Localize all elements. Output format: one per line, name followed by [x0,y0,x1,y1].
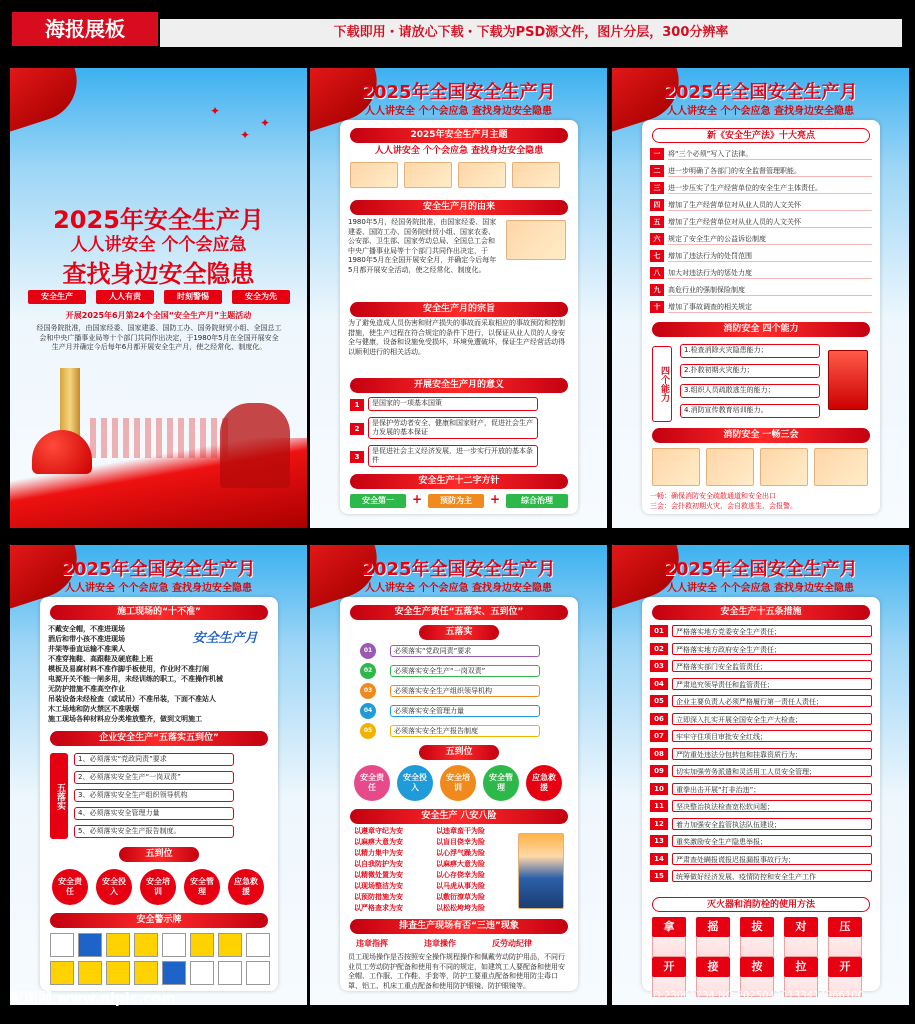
law-text: 将“三个必须”写入了法律。 [668,148,872,160]
violation-item: 违章操作 [424,939,456,948]
step-label: 压 [828,917,862,937]
step-label: 拿 [652,917,686,937]
measure-number: 12 [650,818,668,830]
measure-row [650,748,872,760]
ten-item: 井架等垂直运输不准乘人 [48,645,125,653]
section-ribbon: 排查生产现场有否“三违”现象 [350,919,568,934]
five-item: 2、必须落实安全生产“一岗双责” [74,771,234,784]
content-card [40,597,278,991]
poster-title: 2025年全国安全生产月 [361,559,556,580]
poster-title: 2025年全国安全生产月 [61,559,256,580]
warning-sign-icon [218,933,242,957]
meaning-item: 是国家的一项基本国策 [368,397,538,411]
dao-badge: 安全责任 [354,765,390,801]
prohibition-sign-icon [246,933,270,957]
site-watermark: 昵图网 www.nipic.com [10,991,176,1007]
danger-item: 以心浮气躁为险 [436,849,485,857]
poster-subtitle: 人人讲安全 个个会应急 查找身边安全隐患 [365,583,552,594]
top-bar [0,0,915,56]
law-number: 五 [650,216,664,228]
mandatory-sign-icon [78,933,102,957]
meaning-item: 是促进社会主义经济发展，进一步实行开放的基本条件 [368,445,538,467]
ten-item: 木工场地和防火禁区不准吸烟 [48,705,139,713]
luo-item: 必须落实安全生产组织领导机构 [390,685,540,697]
measure-row [650,678,872,690]
law-number: 七 [650,250,664,262]
measure-row [650,695,872,707]
purpose-text: 为了避免造成人员伤害和财产损失的事故而采取相应的事故预防和控制措施，使生产过程在符合规定的条件下进行，以保证从业人员的人身安全与健康，设备和设施免受损坏，环境免遭破坏，保证生产经营活动得以顺利进行的相关活动。 [348,319,565,356]
section-ribbon: 五到位 [419,745,499,760]
danger-item: 以敷衍潦草为险 [436,893,485,901]
workers-picture [458,162,506,188]
law-row [650,284,872,296]
dao-badge: 安全管理 [184,869,220,905]
law-row [650,301,872,313]
five-item: 5、必须落实安全生产报告制度。 [74,825,234,838]
safe-item: 以自我防护为安 [354,860,403,868]
safe-item: 以现场整洁为安 [354,882,403,890]
meaning-item: 是保护劳动者安全、健康和国家财产，促进社会生产力发展的基本保证 [368,417,538,439]
measure-text: 统筹做好经济发展、疫情防控和安全生产工作 [672,870,872,882]
poster-safety-month[interactable] [310,68,607,528]
dove-icon: ✦ [260,116,271,130]
content-card [340,120,578,514]
law-row [650,199,872,211]
poster-subtitle: 人人讲安全 个个会应急 查找身边安全隐患 [667,583,854,594]
step-label: 对 [784,917,818,937]
violation-item: 反劳动纪律 [492,939,532,948]
policy-chip: 预防为主 [428,494,484,508]
warning-sign-icon [134,961,158,985]
worker-cartoon [518,833,564,909]
section-ribbon: 安全生产十二字方针 [350,474,568,489]
fire-scene-picture [814,448,868,486]
workers-picture [350,162,398,188]
law-number: 九 [650,284,664,296]
warning-sign-icon [134,933,158,957]
measure-row [650,625,872,637]
law-number: 八 [650,267,664,279]
meaning-number: 3 [350,451,364,463]
danger-item: 以马虎从事为险 [436,882,485,890]
prohibition-sign-icon [190,961,214,985]
safe-item: 以精微处置为安 [354,871,403,879]
measure-text: 严肃追究领导责任和监管责任； [672,678,872,690]
poster-subtitle: 人人讲安全 个个会应急 查找身边安全隐患 [365,106,552,117]
poster-subtitle: 人人讲安全 个个会应急 查找身边安全隐患 [667,106,854,117]
safe-item: 以精力集中为安 [354,849,403,857]
poster-measures[interactable] [612,545,909,1005]
law-text: 增加了事故调查的相关规定 [668,301,872,313]
ten-item: 模板及易腐材料不准作脚手板使用，作业时不准打闹 [48,665,209,673]
step-number: 05 [360,723,376,739]
city-skyline [90,418,230,458]
section-ribbon: 五到位 [119,847,199,862]
measure-number: 01 [650,625,668,637]
worker-illustration [506,220,566,260]
poster-title: 2025年全国安全生产月 [663,559,858,580]
cover-chip: 人人有责 [96,290,154,304]
measure-row [650,643,872,655]
measure-row [650,870,872,882]
law-row [650,182,872,194]
measure-number: 07 [650,730,668,742]
measure-row [650,853,872,865]
ten-item: 不戴安全帽，不准进现场 [48,625,125,633]
step-label: 按 [740,957,774,977]
law-number: 二 [650,165,664,177]
safe-item: 以麻痹大意为安 [354,838,403,846]
step-label: 开 [652,957,686,977]
warning-sign-icon [190,933,214,957]
law-text: 加大对违法行为的惩处力度 [668,267,872,279]
law-number: 六 [650,233,664,245]
section-ribbon: 2025年安全生产月主题 [350,128,568,143]
content-card [340,597,578,991]
five-label: 五落实 [50,753,68,839]
ten-item: 施工现场各种材料应分类堆放整齐，做到文明施工 [48,715,202,723]
dao-badge: 安全投入 [96,869,132,905]
cover-line2: 人人讲安全 个个会应急 [70,235,247,255]
danger-item: 以盲目侥幸为险 [436,838,485,846]
law-row [650,216,872,228]
measure-text: 坚决整治执法检查宽松软问题； [672,800,872,812]
workers-silhouette [220,403,290,488]
law-number: 四 [650,199,664,211]
section-ribbon: 安全生产责任“五落实、五到位” [350,605,568,620]
section-ribbon: 灭火器和消防栓的使用方法 [652,897,870,912]
luo-item: 必须落实安全管理力量 [390,705,540,717]
measure-text: 立即深入扎实开展全国安全生产大检查； [672,713,872,725]
measure-number: 03 [650,660,668,672]
law-row [650,267,872,279]
step-number: 02 [360,663,376,679]
warning-sign-icon [50,933,74,957]
meaning-number: 1 [350,399,364,411]
poster-safety-law[interactable] [612,68,909,528]
cover-event: 开展2025年6月第24个全国“安全生产月”主题活动 [65,311,252,320]
law-text: 进一步压实了生产经营单位的安全生产主体责任。 [668,182,872,194]
cover-title: 2025年安全生产月 [53,206,264,234]
section-ribbon: 安全生产 八安八险 [350,809,568,824]
policy-chip: 综合治理 [506,494,568,508]
measure-number: 09 [650,765,668,777]
dao-badge: 安全培训 [440,765,476,801]
law-text: 规定了安全生产的公益诉讼制度 [668,233,872,245]
cover-chip: 安全生产 [28,290,86,304]
measure-text: 严格落实地方党委安全生产责任； [672,625,872,637]
five-item: 1、必须落实“党政同责”要求 [74,753,234,766]
dao-badge: 应急救援 [228,869,264,905]
ten-item: 吊装设备未经检查（或试吊）不准吊装，下面不准站人 [48,695,216,703]
step-number: 03 [360,683,376,699]
mandatory-sign-icon [162,961,186,985]
measure-text: 重拳出击开展“打非治违”； [672,783,872,795]
red-flag [10,68,87,134]
measure-number: 05 [650,695,668,707]
measure-text: 严肃查处瞒报谎报迟报漏报事故行为； [672,853,872,865]
dao-badge: 安全投入 [397,765,433,801]
measure-number: 13 [650,835,668,847]
poster-title: 2025年全国安全生产月 [663,82,858,103]
workers-picture [404,162,452,188]
cover-chip: 安全为先 [232,290,290,304]
danger-item: 以违章蛮干为险 [436,827,485,835]
step-number: 04 [360,703,376,719]
image-id: ID:23061734 NO:20250430133414966100 [650,990,864,1001]
law-row [650,148,872,160]
law-number: 三 [650,182,664,194]
measure-row [650,783,872,795]
step-label: 接 [696,957,730,977]
measure-number: 08 [650,748,668,760]
law-number: 一 [650,148,664,160]
step-label: 开 [828,957,862,977]
law-row [650,233,872,245]
step-label: 拉 [784,957,818,977]
section-ribbon: 安全生产月的宗旨 [350,302,568,317]
plus-sign: + [411,492,423,506]
step-label: 摇 [696,917,730,937]
know-text-2: 三会：会扑救初期火灾、会自救逃生、会报警。 [650,502,797,510]
danger-item: 以松松垮垮为险 [436,904,485,912]
section-ribbon: 开展安全生产月的意义 [350,378,568,393]
meaning-number: 2 [350,423,364,435]
poster-responsibility[interactable] [310,545,607,1005]
dao-badge: 安全责任 [52,869,88,905]
measure-text: 牢牢守住项目审批安全红线； [672,730,872,742]
warning-sign-icon [78,961,102,985]
measure-row [650,730,872,742]
cover-line3: 查找身边安全隐患 [62,260,255,288]
policy-chip: 安全第一 [350,494,406,508]
fire-scene-picture [706,448,754,486]
measure-number: 14 [650,853,668,865]
measure-row [650,800,872,812]
prohibition-sign-icon [246,961,270,985]
safe-item: 以预防措施为安 [354,893,403,901]
danger-item: 以麻痹大意为险 [436,860,485,868]
dove-icon: ✦ [210,104,221,118]
content-card [642,597,880,991]
luo-item: 必须落实安全生产报告制度 [390,725,540,737]
measure-number: 04 [650,678,668,690]
measure-number: 10 [650,783,668,795]
safe-item: 以遵章守纪为安 [354,827,403,835]
poster-cover[interactable] [10,68,307,528]
measure-text: 重奖激励安全生产隐患举报； [672,835,872,847]
measure-row [650,713,872,725]
law-text: 增加了生产经营单位对从业人员的人文关怀 [668,199,872,211]
measure-row [650,660,872,672]
ten-item: 酒后和带小孩不准进现场 [48,635,125,643]
ten-item: 不准穿拖鞋、高跟鞋及硬底鞋上班 [48,655,153,663]
ten-item: 电源开关不能一闸多用，未经训练的职工，不准操作机械 [48,675,223,683]
fire-item: 4.消防宣传教育培训能力。 [680,404,820,418]
step-number: 01 [360,643,376,659]
law-text: 高危行业的强制保险制度 [668,284,872,296]
section-ribbon: 新《安全生产法》十大亮点 [652,128,870,143]
measure-text: 严格落实地方政府安全生产责任； [672,643,872,655]
section-ribbon: 企业安全生产“五落实五到位” [50,731,268,746]
five-item: 4、必须落实安全管理力量 [74,807,234,820]
cover-chip: 时刻警惕 [164,290,222,304]
fire-extinguisher-icon [828,350,868,410]
measure-number: 06 [650,713,668,725]
theme-text: 人人讲安全 个个会应急 查找身边安全隐患 [374,146,544,156]
violation-note: 员工现场操作是否按照安全操作规程操作和佩戴劳动防护用品，不同行业员工劳动防护配备和使用有不同的规定，如建筑工人要配备和使用安全帽、工作服、工作鞋、手套等，防护工要重点配备和使用防尘毒口罩、铝工、机床工重点配备和使用防护眼镜、防护眼镜等。 [348,953,565,990]
measure-number: 02 [650,643,668,655]
measure-row [650,765,872,777]
warning-sign-icon [50,961,74,985]
warning-sign-icon [106,961,130,985]
step-label: 拔 [740,917,774,937]
fire-item: 2.扑救初期火灾能力； [680,364,820,378]
safe-item: 以严格查求为安 [354,904,403,912]
fire-label: 四个能力 [652,346,672,422]
plus-sign: + [489,492,501,506]
poster-subtitle: 人人讲安全 个个会应急 查找身边安全隐患 [65,583,252,594]
category-tag: 海报展板 [12,12,158,46]
section-ribbon: 安全生产十五条措施 [652,605,870,620]
section-ribbon: 五落实 [419,625,499,640]
fire-item: 3.组织人员疏散逃生的能力； [680,384,820,398]
measure-text: 严格落实部门安全监管责任； [672,660,872,672]
fire-scene-picture [760,448,808,486]
warning-sign-icon [106,933,130,957]
measure-text: 着力加强安全监管执法队伍建设； [672,818,872,830]
measure-row [650,818,872,830]
poster-construction[interactable] [10,545,307,1005]
measure-text: 严防重处违法分包转包和挂靠资质行为； [672,748,872,760]
poster-title: 2025年全国安全生产月 [361,82,556,103]
download-slogan: 下载即用・请放心下载・下载为PSD源文件，图片分层，300分辨率 [160,19,902,47]
danger-item: 以心存侥幸为险 [436,871,485,879]
measure-number: 15 [650,870,668,882]
origin-text: 1980年5月，经国务院批准，由国家经委、国家建委、国防工办、国务院财贸小组、国家农委、公安部、卫生部、国家劳动总局、全国总工会和中央广播事业局等十个部门共同作出决定，于1980年5月在全国开展安全月，并确定今后每年5月都开展安全活动，使之经常化、制度化。 [348,218,497,274]
law-text: 增加了违法行为的处罚范围 [668,250,872,262]
law-text: 增加了生产经营单位对从业人员的人文关怀 [668,216,872,228]
violation-item: 违章指挥 [356,939,388,948]
safety-helmet-icon [32,430,92,474]
know-text-1: 一畅：确保消防安全疏散通道和安全出口 [650,492,776,500]
dao-badge: 应急救援 [526,765,562,801]
safety-logo: 安全生产月 [192,631,258,646]
dove-icon: ✦ [240,128,251,142]
measure-row [650,835,872,847]
dao-badge: 安全管理 [483,765,519,801]
five-item: 3、必须落实安全生产组织领导机构 [74,789,234,802]
law-row [650,250,872,262]
workers-picture [512,162,560,188]
cover-intro: 经国务院批准，由国家经委、国家建委、国防工办、国务院财贸小组、全国总工会和中央广播事业局等十个部门共同作出决定，于1980年5月在全国开展安全生产月并确定今后每年6月都开展安全生产月，使之经常化、制度化。 [36,324,282,351]
measure-text: 切实加强劳务派遣和灵活用工人员安全管理； [672,765,872,777]
ten-item: 无防护措施不准高空作业 [48,685,125,693]
section-ribbon: 消防安全 四个能力 [652,322,870,337]
prohibition-sign-icon [218,961,242,985]
prohibition-sign-icon [162,933,186,957]
fire-scene-picture [652,448,700,486]
section-ribbon: 安全警示牌 [50,913,268,928]
section-ribbon: 施工现场的“十不准” [50,605,268,620]
law-number: 十 [650,301,664,313]
law-text: 进一步明确了各部门的安全监督管理职能。 [668,165,872,177]
fire-item: 1.检查消除火灾隐患能力； [680,344,820,358]
law-row [650,165,872,177]
section-ribbon: 消防安全 一畅三会 [652,428,870,443]
luo-item: 必须落实“党政同责”要求 [390,645,540,657]
luo-item: 必须落实安全生产“一岗双责” [390,665,540,677]
dao-badge: 安全培训 [140,869,176,905]
content-card [642,120,880,514]
measure-number: 11 [650,800,668,812]
section-ribbon: 安全生产月的由来 [350,200,568,215]
measure-text: 企业主要负责人必须严格履行第一责任人责任； [672,695,872,707]
